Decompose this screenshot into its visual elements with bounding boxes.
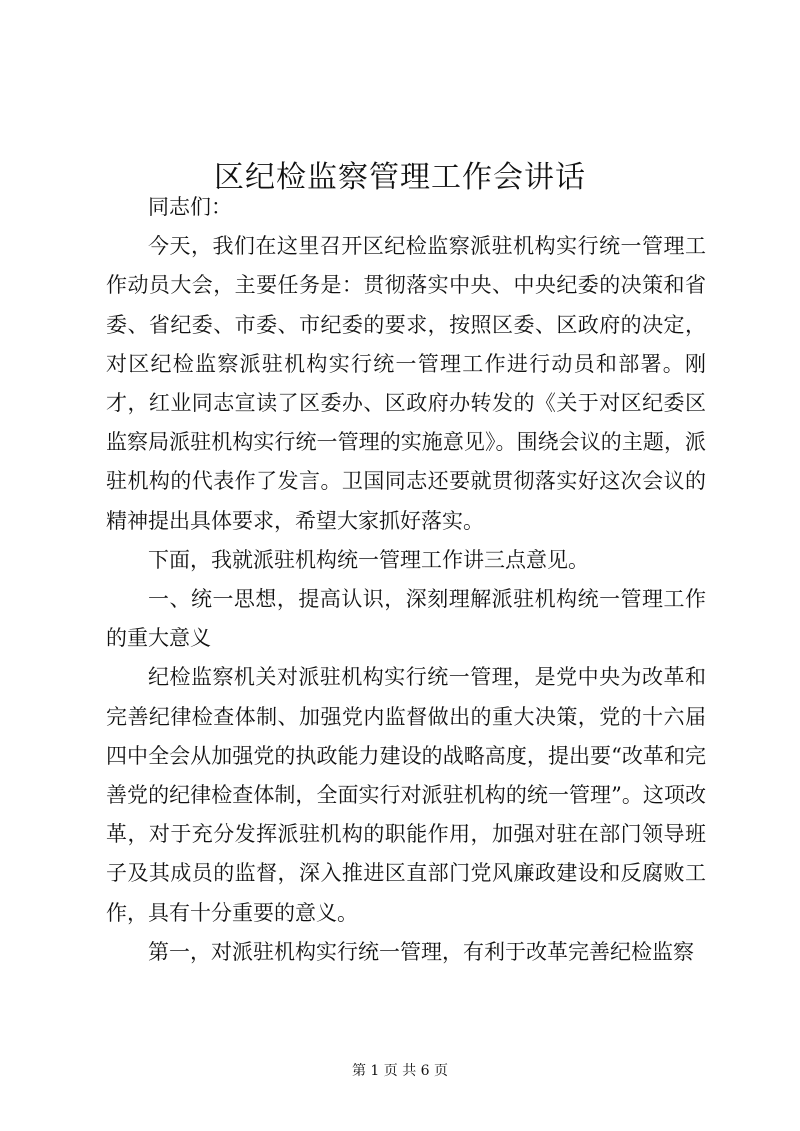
paragraph-intro-points: 下面，我就派驻机构统一管理工作讲三点意见。 bbox=[148, 547, 589, 572]
paragraph-opening: 今天，我们在这里召开区纪检监察派驻机构实行统一管理工作动员大会，主要任务是：贯彻落实中央、中央纪委的决策和省委、省纪委、市委、市纪委的要求，按照区委、区政府的决定，对区纪检监察派驻机构实行统一管理工作进行动员和部署。刚才，红业同志宣读了区委办、区政府办转发的《关于对区纪委区监察局派驻机构实行统一管理的实施意见》。围绕会议的主题，派驻机构的代表作了发言。卫国同志还要就贯彻落实好这次会议的精神提出具体要求，希望大家抓好落实。 bbox=[106, 234, 706, 533]
document-title: 区纪检监察管理工作会讲话 bbox=[214, 160, 586, 196]
paragraph-salutation: 同志们： bbox=[148, 195, 232, 219]
section-heading-one: 一、统一思想，提高认识，深刻理解派驻机构统一管理工作的重大意义 bbox=[106, 587, 706, 651]
document-body bbox=[106, 188, 706, 972]
page-footer: 第 1 页 共 6 页 bbox=[351, 1063, 449, 1079]
paragraph-first-point: 第一，对派驻机构实行统一管理，有利于改革完善纪检监察 bbox=[148, 939, 694, 964]
paragraph-significance: 纪检监察机关对派驻机构实行统一管理，是党中央为改革和完善纪律检查体制、加强党内监督做出的重大决策，党的十六届四中全会从加强党的执政能力建设的战略高度，提出要“改革和完善党的纪律检查体制，全面实行对派驻机构的统一管理”。这项改革，对于充分发挥派驻机构的职能作用，加强对驻在部门领导班子及其成员的监督，深入推进区直部门党风廉政建设和反腐败工作，具有十分重要的意义。 bbox=[106, 665, 706, 925]
